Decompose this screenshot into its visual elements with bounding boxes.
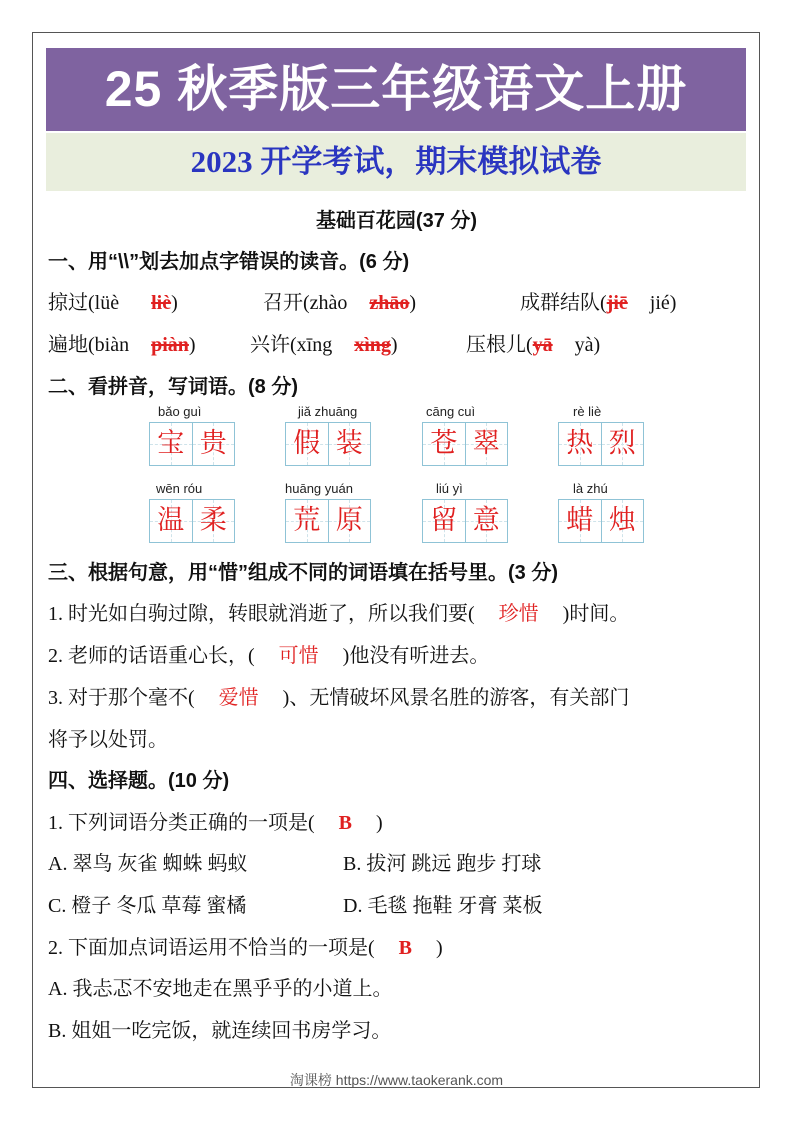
tian-grid-cell: 意 (465, 500, 508, 542)
pinyin-label: cāng cuì (426, 404, 476, 419)
answer-text: B (338, 812, 353, 834)
q1-heading: 一、用“\\”划去加点字错误的读音。(6 分) (48, 251, 410, 273)
option-b: B. 姐姐一吃完饭，就连续回书房学习。 (48, 1020, 392, 1042)
section-title: 基础百花园(37 分) (315, 210, 478, 232)
tian-grid-cell: 宝 (150, 423, 192, 465)
q1-item-6: 压根儿(yā yà) (466, 334, 601, 356)
q2-heading: 二、看拼音，写词语。(8 分) (48, 376, 298, 398)
q1-crossed-reading: jiē (606, 292, 628, 314)
pinyin-label: rè liè (573, 404, 602, 419)
q1-crossed-reading: zhāo (369, 292, 410, 314)
tian-grid-cell: 装 (328, 423, 371, 465)
q4-question-1: 1. 下列词语分类正确的一项是( B ) (48, 812, 383, 834)
q3-sentence-3-cont: 将予以处罚。 (48, 729, 168, 751)
q1-crossed-reading: yā (532, 334, 553, 356)
tian-grid-cell: 苍 (423, 423, 465, 465)
tian-grid-word (149, 422, 235, 466)
tian-grid-word (558, 499, 644, 543)
q3-sentence-2: 2. 老师的话语重心长，( 可惜 )他没有听进去。 (48, 645, 490, 667)
tian-grid-cell: 烛 (601, 500, 644, 542)
q3-sentence-3: 3. 对于那个毫不( 爱惜 )、无情破坏风景名胜的游客，有关部门 (48, 687, 630, 709)
answer-text: 可惜 (278, 645, 319, 667)
footer-watermark: 淘课榜 https://www.taokerank.com (289, 1072, 504, 1088)
q3-heading: 三、根据句意，用“惜”组成不同的词语填在括号里。(3 分) (48, 562, 558, 584)
tian-grid-word (422, 499, 508, 543)
option-d: D. 毛毯 拖鞋 牙膏 菜板 (343, 895, 543, 917)
q1-item-2: 召开(zhào zhāo) (263, 292, 417, 314)
pinyin-label: wēn róu (156, 481, 203, 496)
option-a: A. 翠鸟 灰雀 蜘蛛 蚂蚁 (48, 853, 248, 875)
q1-crossed-reading: liè (151, 292, 172, 314)
answer-text: B (398, 937, 413, 959)
q1-item-1: 掠过(lüè liè) (48, 292, 178, 314)
tian-grid-word (285, 422, 371, 466)
q1-crossed-reading: piàn (151, 334, 189, 356)
option-b: B. 拔河 跳远 跑步 打球 (343, 853, 542, 875)
option-a: A. 我忐忑不安地走在黑乎乎的小道上。 (48, 978, 393, 1000)
q3-sentence-1: 1. 时光如白驹过隙，转眼就消逝了，所以我们要( 珍惜 )时间。 (48, 603, 630, 625)
tian-grid-cell: 热 (559, 423, 601, 465)
q4-question-2: 2. 下面加点词语运用不恰当的一项是( B ) (48, 937, 443, 959)
answer-text: 爱惜 (218, 687, 259, 709)
tian-grid-cell: 留 (423, 500, 465, 542)
pinyin-label: là zhú (573, 481, 608, 496)
pinyin-label: bǎo guì (158, 404, 202, 419)
q1-item-3: 成群结队(jiē jié) (520, 292, 677, 314)
tian-grid-cell: 假 (286, 423, 328, 465)
q1-item-5: 兴许(xīng xìng) (250, 334, 398, 356)
pinyin-label: huāng yuán (285, 481, 353, 496)
q4-heading: 四、选择题。(10 分) (48, 770, 230, 792)
tian-grid-cell: 翠 (465, 423, 508, 465)
answer-text: 珍惜 (498, 603, 539, 625)
tian-grid-word (285, 499, 371, 543)
tian-grid-cell: 温 (150, 500, 192, 542)
tian-grid-cell: 烈 (601, 423, 644, 465)
tian-grid-word (149, 499, 235, 543)
option-c: C. 橙子 冬瓜 草莓 蜜橘 (48, 895, 247, 917)
pinyin-label: jiǎ zhuāng (298, 404, 358, 419)
tian-grid-word (558, 422, 644, 466)
tian-grid-cell: 荒 (286, 500, 328, 542)
q1-item-4: 遍地(biàn piàn) (48, 334, 196, 356)
tian-grid-cell: 贵 (192, 423, 235, 465)
pinyin-label: liú yì (436, 481, 463, 496)
tian-grid-cell: 蜡 (559, 500, 601, 542)
q1-crossed-reading: xìng (354, 334, 391, 356)
tian-grid-cell: 柔 (192, 500, 235, 542)
page-title: 25 秋季版三年级语文上册 (46, 48, 746, 131)
page-subtitle: 2023 开学考试，期末模拟试卷 (46, 133, 746, 191)
tian-grid-word (422, 422, 508, 466)
tian-grid-cell: 原 (328, 500, 371, 542)
